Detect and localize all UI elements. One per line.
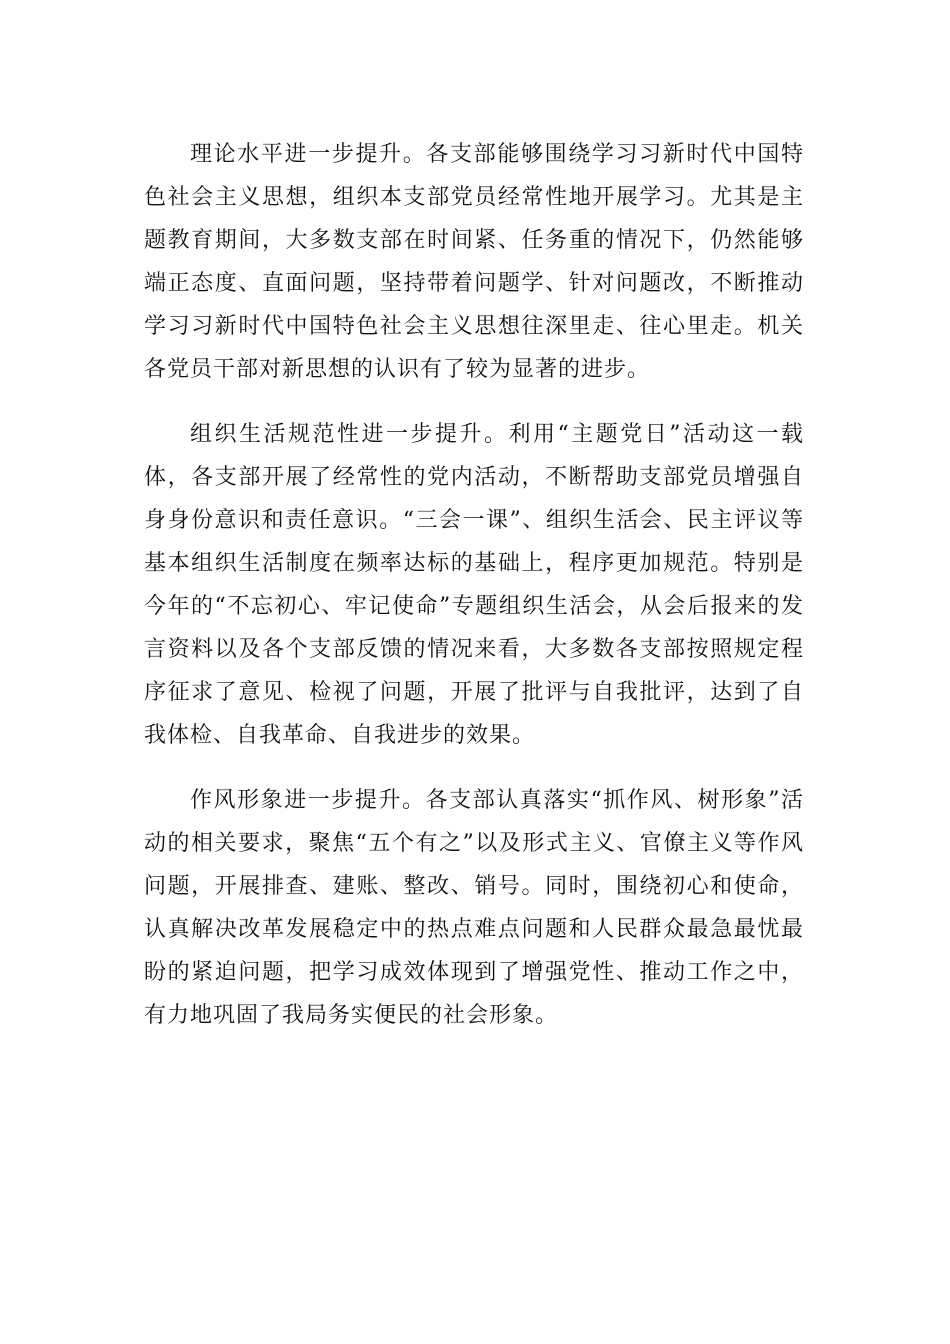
paragraph-organization-life: 组织生活规范性进一步提升。利用“主题党日”活动这一载体，各支部开展了经常性的党内活动，不断帮助支部党员增强自身身份意识和责任意识。“三会一课”、组织生活会、民主评议等基本组织生活制度在频率达标的基础上，程序更加规范。特别是今年的“不忘初心、牢记使命”专题组织生活会，从会后报来的发言资料以及各个支部反馈的情况来看，大多数各支部按照规定程序征求了意见、检视了问题，开展了批评与自我批评，达到了自我体检、自我革命、自我进步的效果。 [144, 422, 804, 748]
document-body [144, 133, 804, 1059]
paragraph-work-style: 作风形象进一步提升。各支部认真落实“抓作风、树形象”活动的相关要求，聚焦“五个有之”以及形式主义、官僚主义等作风问题，开展排查、建账、整改、销号。同时，围绕初心和使命，认真解决改革发展稳定中的热点难点问题和人民群众最急最忧最盼的紧迫问题，把学习成效体现到了增强党性、推动工作之中，有力地巩固了我局务实便民的社会形象。 [144, 788, 804, 1028]
paragraph-theory-level: 理论水平进一步提升。各支部能够围绕学习习新时代中国特色社会主义思想，组织本支部党员经常性地开展学习。尤其是主题教育期间，大多数支部在时间紧、任务重的情况下，仍然能够端正态度、直面问题，坚持带着问题学、针对问题改，不断推动学习习新时代中国特色社会主义思想往深里走、往心里走。机关各党员干部对新思想的认识有了较为显著的进步。 [144, 142, 804, 382]
